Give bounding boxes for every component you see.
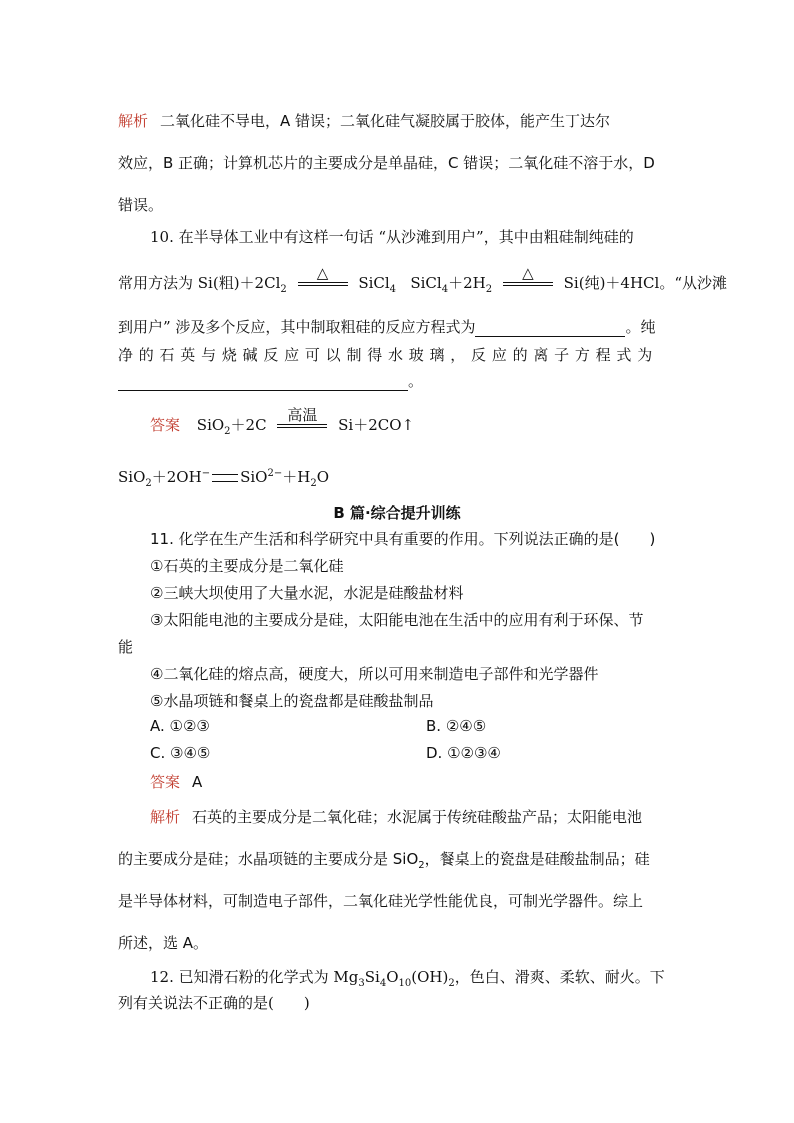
q11-statement-1: ①石英的主要成分是二氧化硅 [150, 557, 344, 575]
q10-stem-line-5: 。 [118, 370, 423, 391]
q10-stem-line-3: 到用户” 涉及多个反应，其中制取粗硅的反应方程式为 。纯 [118, 318, 656, 336]
q9-analysis-line-2: 效应，B 正确；计算机芯片的主要成分是单晶硅，C 错误；二氧化硅不溶于水，D [118, 154, 655, 172]
section-heading: B 篇·综合提升训练 [333, 504, 461, 522]
q10-stem-line-1: 10. 在半导体工业中有这样一句话 “从沙滩到用户”，其中由粗硅制纯硅的 [150, 228, 634, 246]
q11-stem: 11. 化学在生产生活和科学研究中具有重要的作用。下列说法正确的是( ) [150, 530, 656, 548]
heat-condition: △ [501, 277, 555, 291]
q11-statement-2: ②三峡大坝使用了大量水泥，水泥是硅酸盐材料 [150, 584, 464, 602]
answer-blank [118, 376, 408, 391]
q12-stem-line-1: 12. 已知滑石粉的化学式为 $Mg_3Si_4O_{10}(OH)_2$，色白、滑爽、柔软、耐火。下 [150, 968, 665, 989]
q11-analysis-line-4: 所述，选 A。 [118, 934, 209, 952]
q12-stem-line-2: 列有关说法不正确的是( ) [118, 994, 310, 1012]
analysis-label: 解析 [150, 808, 181, 826]
q9-analysis-line-3: 错误。 [118, 196, 164, 214]
q10-stem-line-4: 净 的 石 英 与 烧 碱 反 应 可 以 制 得 水 玻 璃 ， 反 应 的 离 子 方 程 式 为 [118, 346, 653, 364]
q11-option-d: D. ①②③④ [426, 744, 501, 762]
q11-option-b: B. ②④⑤ [426, 717, 487, 735]
equals-sign [212, 474, 238, 482]
answer-blank [475, 322, 625, 337]
analysis-label: 解析 [118, 112, 149, 130]
q11-option-a: A. ①②③ [150, 717, 210, 735]
q11-analysis-line-1: 解析 石英的主要成分是二氧化硅；水泥属于传统硅酸盐产品；太阳能电池 [150, 808, 643, 826]
q11-statement-3: ③太阳能电池的主要成分是硅，太阳能电池在生活中的应用有利于环保、节 [150, 611, 644, 629]
q10-stem-line-2: 常用方法为 Si(粗)$+2Cl_2$ △ SiCl$_4$ $SiCl_4+2H_2$ △ Si(纯)＋4HCl。“从沙滩 [118, 264, 728, 295]
q9-analysis-line-1: 解析 二氧化硅不导电，A 错误；二氧化硅气凝胶属于胶体，能产生丁达尔 [118, 112, 611, 130]
q11-statement-4: ④二氧化硅的熔点高，硬度大，所以可用来制造电子部件和光学器件 [150, 665, 599, 683]
heat-condition: △ [296, 277, 350, 291]
q11-statement-5: ⑤水晶项链和餐桌上的瓷盘都是硅酸盐制品 [150, 692, 434, 710]
q10-answer-line-1: 答案 SiO$_2$＋2C 高温 Si＋2CO↑ [150, 406, 415, 437]
answer-label: 答案 [150, 773, 181, 791]
high-temp-condition: 高温 [275, 419, 329, 433]
q11-analysis-line-3: 是半导体材料，可制造电子部件，二氧化硅光学性能优良，可制光学器件。综上 [118, 892, 644, 910]
q11-option-c: C. ③④⑤ [150, 744, 211, 762]
answer-label: 答案 [150, 416, 181, 434]
q10-answer-line-2: SiO$_2$＋2OH− $SiO^{2-}+H_2O$ [118, 468, 329, 489]
q11-answer: 答案 A [150, 773, 203, 791]
q11-statement-3-cont: 能 [118, 638, 134, 656]
q11-analysis-line-2: 的主要成分是硅；水晶项链的主要成分是 SiO$_2$，餐桌上的瓷盘是硅酸盐制品；硅 [118, 850, 650, 871]
